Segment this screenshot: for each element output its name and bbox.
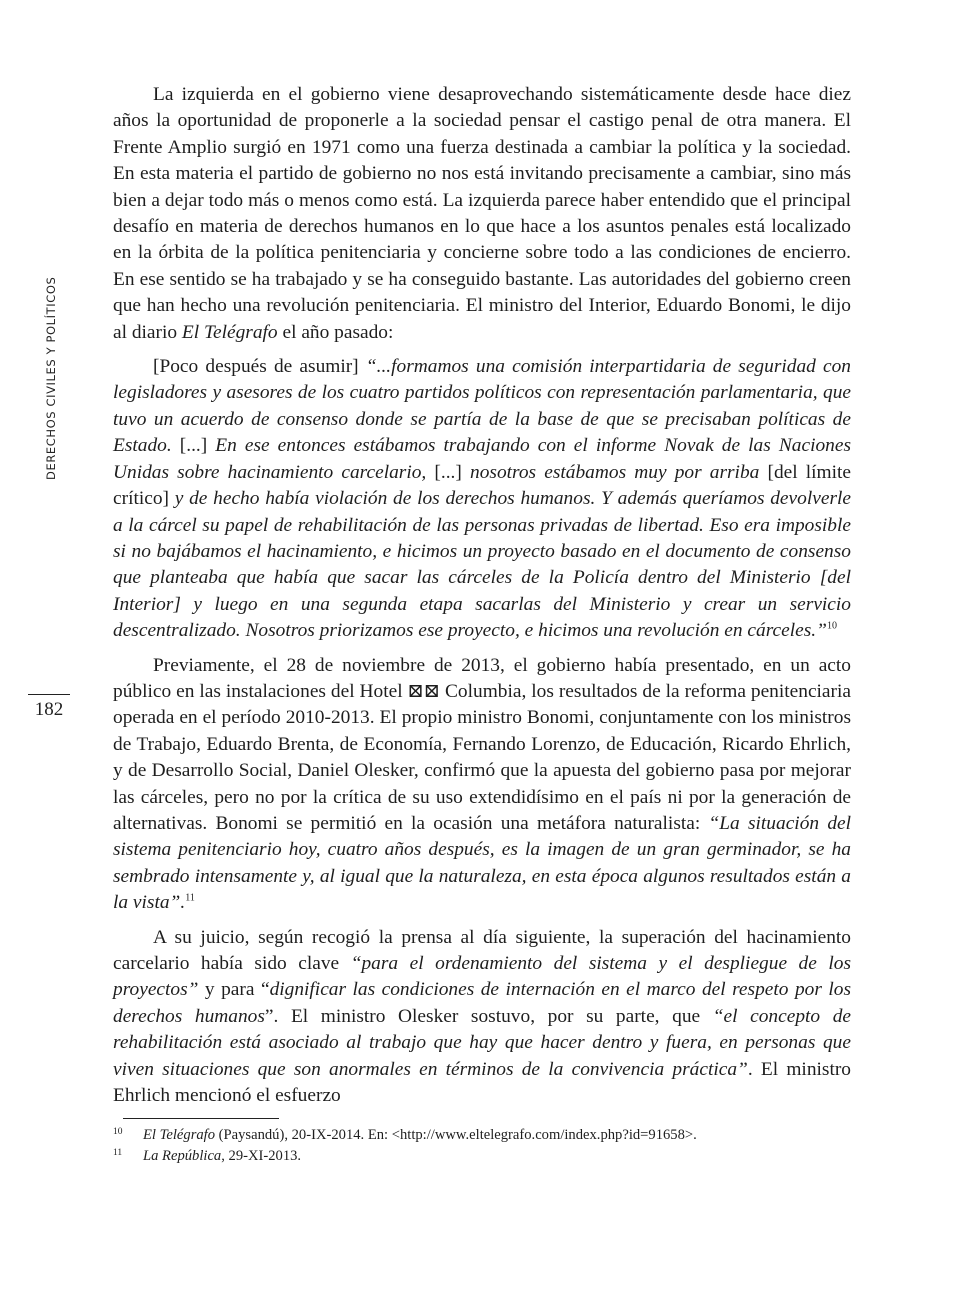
quotation (113, 354, 851, 644)
paragraph-3-quote-3: “el concepto de rehabilitación está asociado al trabajo que hay que hacer dentro y fuera, en personas que viven situaciones que son anormales en términos de la convivencia práctica” (113, 1005, 852, 1080)
quote-insert-2: [del límite crítico] (113, 461, 852, 510)
footnote-11 (113, 1146, 851, 1167)
quote-part-1: “...formamos una comisión interpartidaria de seguridad con legisladores y asesores de los cuatro partidos políticos con representación parlamentaria, que tuvo un acuerdo de consenso donde se partía de la base de que se precisaban políticas de Estado. (113, 356, 851, 457)
paragraph-3-text-2: y para “ (198, 979, 270, 1001)
footnote-text (143, 1125, 697, 1146)
quote-insert-1: [Poco después de asumir] (153, 356, 366, 378)
paragraph-3-text-3: ”. El ministro Olesker sostuvo, por su parte, que (264, 1005, 713, 1027)
footnote-number: 11 (113, 1148, 123, 1158)
quote-part-4: y de hecho había violación de los derechos humanos. Y además queríamos devolverle a la cárcel su papel de rehabilitación de las personas privadas de libertad. Eso era imposible si no bajábamos el hacinamiento, e hicimos un proyecto basado en el documento de consenso que planteaba que había que sacar las cárceles de la Policía dentro del Ministerio [del Interior] y luego en una segunda etapa sacarlas del Ministerio y crear un servicio descentralizado. Nosotros priorizamos ese proyecto, e hicimos una revolución en cárceles.” (113, 488, 851, 642)
footnote-text (143, 1146, 301, 1167)
footnote-detail: (Paysandú), 20-IX-2014. En: <http://www.eltelegrafo.com/index.php?id=91658>. (215, 1127, 697, 1143)
footnote-source: La República (143, 1148, 222, 1164)
paragraph-2-text: Previamente, el 28 de noviembre de 2013, el gobierno había presentado, en un acto público en las instalaciones del Hotel ⊠⊠ Columbia, los resultados de la reforma penitenciaria operada en el período 2010-2013. El propio ministro Bonomi, conjuntamente con los ministros de Trabajo, Eduardo Brenta, de Economía, Fernando Lorenzo, de Educación, Ricardo Ehrlich, y de Desarrollo Social, Daniel Olesker, confirmó que la apuesta del gobierno pasa por mejorar las cárceles, pero no por la crítica de su uso extendidísimo en el país ni por la generación de alternativas. Bonomi se permitió en la ocasión una metáfora naturalista: (113, 654, 851, 834)
paragraph-1 (113, 82, 851, 346)
footnote-number: 10 (113, 1127, 123, 1137)
footnote-10 (113, 1125, 851, 1146)
paragraph-3-text-4: . El ministro Ehrlich mencionó el esfuerzo (113, 1058, 851, 1107)
footnote-source: El Telégrafo (143, 1127, 216, 1143)
footnote-ref-11: 11 (185, 892, 195, 904)
paragraph-1-end: el año pasado: (277, 321, 394, 343)
quote-ellipsis-1: [...] (171, 435, 216, 457)
paragraph-3 (113, 925, 851, 1110)
footnote-ref-10: 10 (826, 620, 837, 632)
footnote-divider (123, 1118, 279, 1119)
footnote-detail: , 29-XI-2013. (221, 1148, 302, 1164)
quote-part-3: nosotros estábamos muy por arriba (470, 461, 760, 483)
paragraph-3-quote-2: dignificar las condiciones de internación en el marco del respeto por los derechos humanos (113, 979, 851, 1027)
quote-ellipsis-2: [...] (426, 461, 471, 483)
footnotes (113, 1118, 851, 1167)
paragraph-3-text-1: A su juicio, según recogió la prensa al día siguiente, la superación del hacinamiento carcelario había sido clave (113, 926, 851, 974)
paragraph-2-quote: “La situación del sistema penitenciario hoy, cuatro años después, es la imagen de un gran germinador, se ha sembrado intensamente y, al igual que la naturaleza, en esta época algunos resultados están a la vista”. (113, 812, 852, 914)
running-header-vertical: DERECHOS CIVILES Y POLÍTICOS (44, 276, 58, 480)
newspaper-title: El Telégrafo (181, 321, 278, 343)
paragraph-3-quote-1: “para el ordenamiento del sistema y el despliegue de los proyectos” (113, 953, 851, 1001)
quote-part-2: En ese entonces estábamos trabajando con el informe Novak de las Naciones Unidas sobre hacinamiento carcelario, (113, 435, 851, 483)
page-number: 182 (28, 694, 70, 721)
paragraph-1-text: La izquierda en el gobierno viene desaprovechando sistemáticamente desde hace diez años la oportunidad de proponerle a la sociedad pensar el castigo penal de otra manera. El Frente Amplio surgió en 1971 como una fuerza destinada a cambiar la política y la sociedad. En esta materia el partido de gobierno no nos está invitando precisamente a cambiar, sino más bien a dejar todo más o menos como está. La izquierda parece haber entendido que el principal desafío en materia de derechos humanos en lo que hace a los asuntos penales está localizado en la órbita de la política penitenciaria y concierne sobre todo a las condiciones de encierro. En ese sentido se ha trabajado y se ha conseguido bastante. Las autoridades del gobierno creen que han hecho una revolución penitenciaria. El ministro del Interior, Eduardo Bonomi, le dijo al diario (113, 84, 851, 343)
paragraph-2 (113, 653, 851, 917)
main-text (113, 82, 851, 1117)
